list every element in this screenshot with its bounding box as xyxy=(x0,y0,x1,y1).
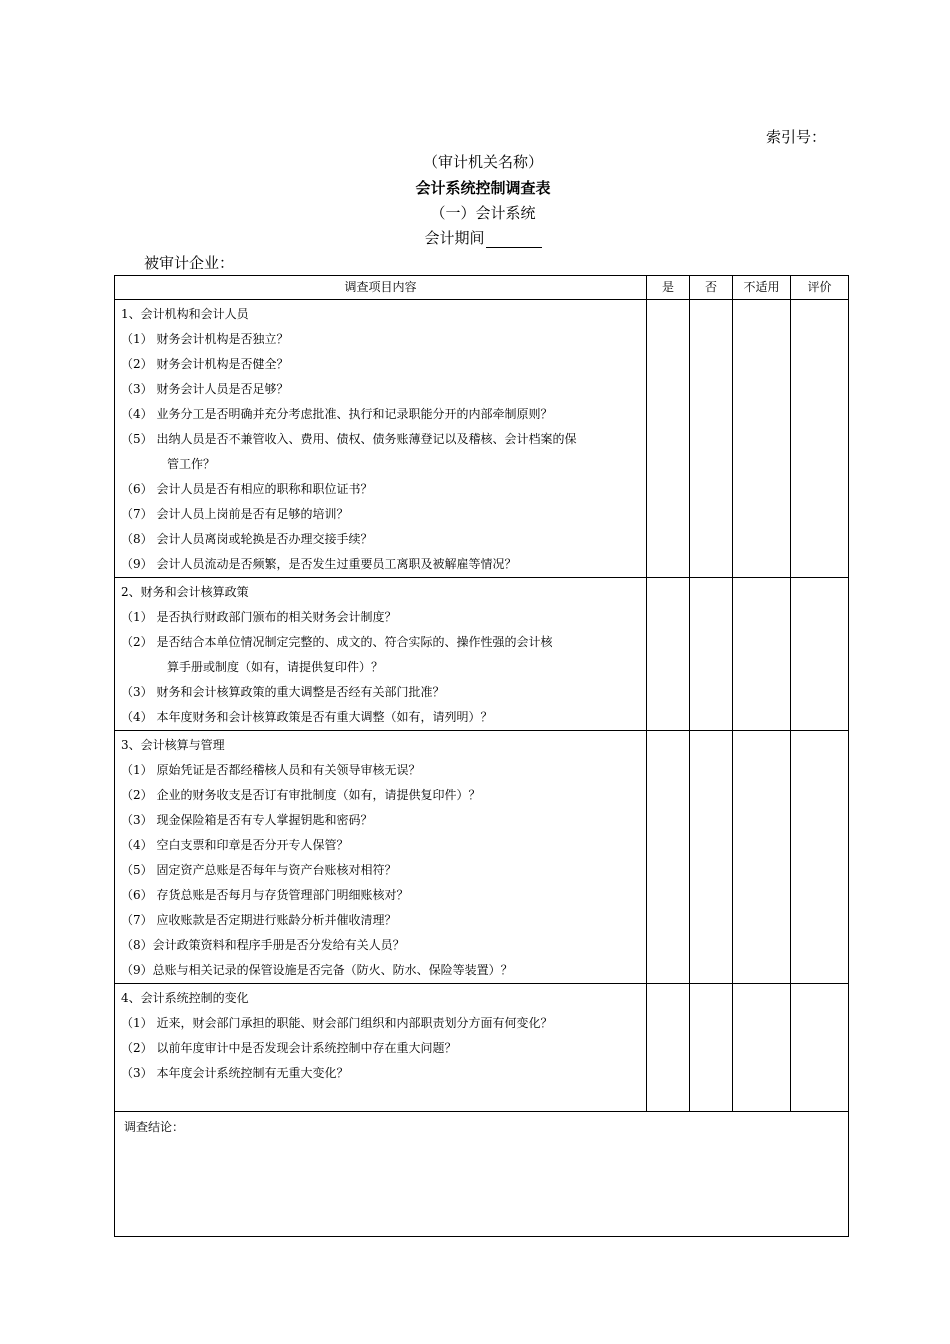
index-number-label: 索引号： xyxy=(766,128,827,146)
section-1-items xyxy=(115,300,647,578)
conclusion-label: 调查结论： xyxy=(124,1120,185,1134)
form-title: 会计系统控制调查表 xyxy=(415,179,551,197)
column-header-not-applicable: 不适用 xyxy=(733,276,791,300)
section-2-items xyxy=(115,578,647,731)
list-item: （1） 原始凭证是否都经稽核人员和有关领导审核无误？ xyxy=(121,763,421,777)
list-item: （1） 近来，财会部门承担的职能、财会部门组织和内部职责划分方面有何变化？ xyxy=(121,1016,553,1030)
list-item: （5） 出纳人员是否不兼管收入、费用、债权、债务账薄登记以及稽核、会计档案的保 xyxy=(121,432,577,446)
evaluation-cell[interactable] xyxy=(791,300,849,578)
table-header-row xyxy=(115,276,849,300)
list-item: （7） 会计人员上岗前是否有足够的培训？ xyxy=(121,507,349,521)
no-cell[interactable] xyxy=(690,984,733,1112)
list-item: （1） 财务会计机构是否独立？ xyxy=(121,332,289,346)
column-header-content: 调查项目内容 xyxy=(115,276,647,300)
evaluation-cell[interactable] xyxy=(791,984,849,1112)
list-item: （5） 固定资产总账是否每年与资产台账核对相符？ xyxy=(121,863,397,877)
column-header-evaluation: 评价 xyxy=(791,276,849,300)
yes-cell[interactable] xyxy=(647,300,690,578)
list-item: （6） 会计人员是否有相应的职称和职位证书？ xyxy=(121,482,373,496)
no-cell[interactable] xyxy=(690,731,733,984)
form-subtitle: （一）会计系统 xyxy=(430,204,536,222)
no-cell[interactable] xyxy=(690,578,733,731)
list-item: （9） 会计人员流动是否频繁，是否发生过重要员工离职及被解雇等情况？ xyxy=(121,557,517,571)
accounting-period-label: 会计期间 xyxy=(424,229,485,247)
table-row-section-1 xyxy=(115,300,849,578)
list-item: （7） 应收账款是否定期进行账龄分析并催收清理？ xyxy=(121,913,397,927)
table-row-section-4 xyxy=(115,984,849,1112)
yes-cell[interactable] xyxy=(647,984,690,1112)
survey-table xyxy=(114,275,849,1237)
list-item: （3） 现金保险箱是否有专人掌握钥匙和密码？ xyxy=(121,813,373,827)
not-applicable-cell[interactable] xyxy=(733,578,791,731)
blank-line xyxy=(121,1086,646,1111)
accounting-period-blank xyxy=(486,233,542,248)
list-item: （6） 存货总账是否每月与存货管理部门明细账核对？ xyxy=(121,888,409,902)
list-item: （3） 本年度会计系统控制有无重大变化？ xyxy=(121,1066,349,1080)
column-header-no: 否 xyxy=(690,276,733,300)
list-item: （4） 空白支票和印章是否分开专人保管？ xyxy=(121,838,349,852)
section-3-items xyxy=(115,731,647,984)
evaluation-cell[interactable] xyxy=(791,578,849,731)
table-row-section-2 xyxy=(115,578,849,731)
accounting-period xyxy=(0,227,950,248)
list-item: （2） 是否结合本单位情况制定完整的、成文的、符合实际的、操作性强的会计核 xyxy=(121,635,553,649)
section-4-items xyxy=(115,984,647,1112)
list-item-continuation: 算手册或制度（如有，请提供复印件）？ xyxy=(167,660,384,674)
conclusion-cell[interactable] xyxy=(115,1112,849,1237)
yes-cell[interactable] xyxy=(647,731,690,984)
list-item: （8）会计政策资料和程序手册是否分发给有关人员？ xyxy=(121,938,405,952)
section-heading: 2、财务和会计核算政策 xyxy=(121,585,249,599)
not-applicable-cell[interactable] xyxy=(733,300,791,578)
list-item: （2） 财务会计机构是否健全？ xyxy=(121,357,289,371)
list-item: （3） 财务会计人员是否足够？ xyxy=(121,382,289,396)
yes-cell[interactable] xyxy=(647,578,690,731)
no-cell[interactable] xyxy=(690,300,733,578)
not-applicable-cell[interactable] xyxy=(733,984,791,1112)
list-item: （4） 业务分工是否明确并充分考虑批准、执行和记录职能分开的内部牵制原则？ xyxy=(121,407,553,421)
table-row-section-3 xyxy=(115,731,849,984)
list-item: （1） 是否执行财政部门颁布的相关财务会计制度？ xyxy=(121,610,397,624)
list-item: （8） 会计人员离岗或轮换是否办理交接手续？ xyxy=(121,532,373,546)
column-header-yes: 是 xyxy=(647,276,690,300)
audited-company-label: 被审计企业： xyxy=(144,254,235,272)
list-item: （2） 以前年度审计中是否发现会计系统控制中存在重大问题？ xyxy=(121,1041,457,1055)
section-heading: 3、会计核算与管理 xyxy=(121,738,225,752)
list-item: （3） 财务和会计核算政策的重大调整是否经有关部门批准？ xyxy=(121,685,445,699)
table-row-conclusion xyxy=(115,1112,849,1237)
list-item: （4） 本年度财务和会计核算政策是否有重大调整（如有，请列明）？ xyxy=(121,710,493,724)
evaluation-cell[interactable] xyxy=(791,731,849,984)
not-applicable-cell[interactable] xyxy=(733,731,791,984)
section-heading: 1、会计机构和会计人员 xyxy=(121,307,249,321)
audit-organization-name: （审计机关名称） xyxy=(422,153,543,171)
list-item: （2） 企业的财务收支是否订有审批制度（如有，请提供复印件）？ xyxy=(121,788,481,802)
section-heading: 4、会计系统控制的变化 xyxy=(121,991,249,1005)
list-item: （9）总账与相关记录的保管设施是否完备（防火、防水、保险等装置）？ xyxy=(121,963,513,977)
list-item-continuation: 管工作？ xyxy=(167,457,216,471)
